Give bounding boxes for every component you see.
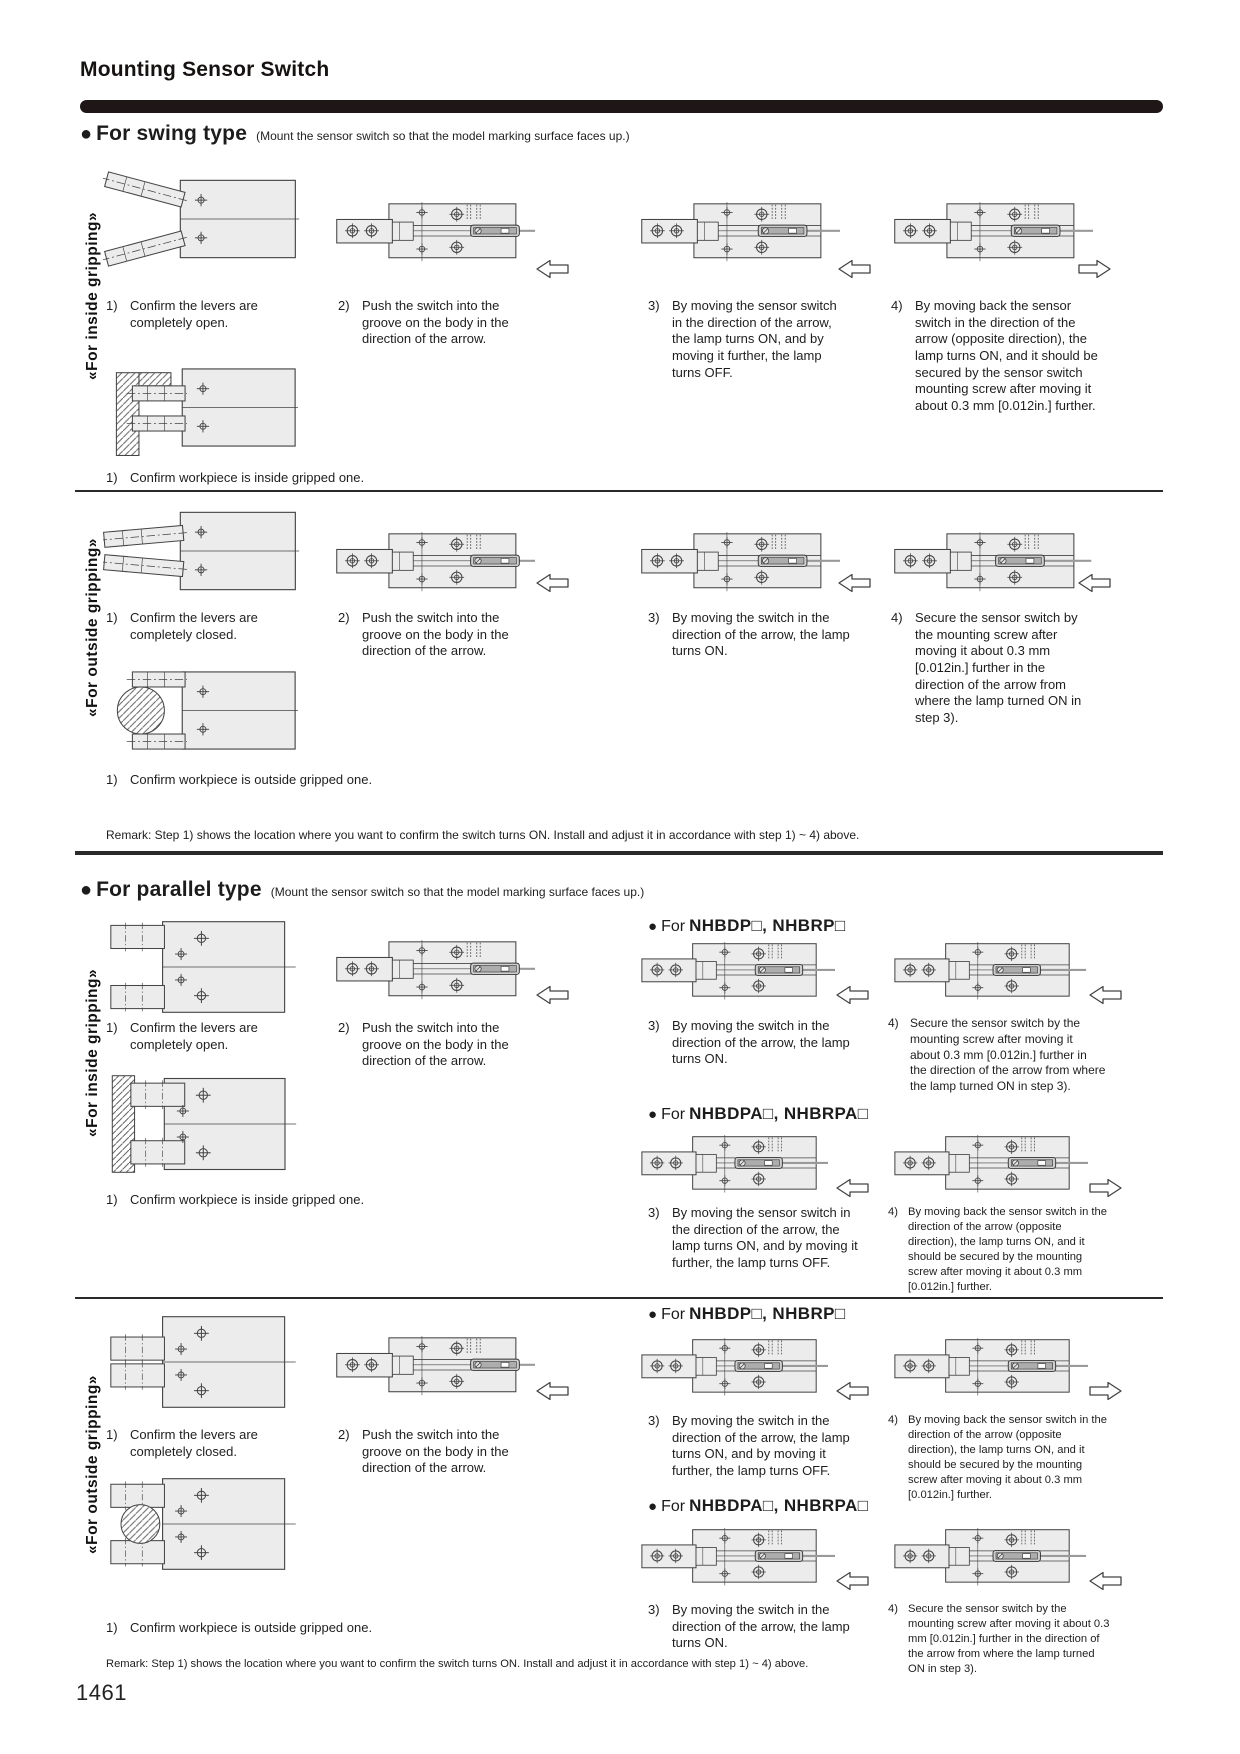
step-number: 1) [106, 298, 118, 313]
block-arrow-left-icon [1088, 1570, 1123, 1592]
block-arrow-left-icon [535, 984, 570, 1006]
section-divider [75, 490, 1163, 492]
side-label-parallel-outside-gripping: «For outside gripping» [84, 1375, 101, 1555]
bullet-icon: ● [648, 1105, 658, 1123]
gripper-side-view-switch-secured-diagram [893, 942, 1088, 1008]
step-text [888, 1413, 1110, 1503]
gripper-side-view-switch-mid-diagram [640, 1528, 835, 1594]
step-body: By moving the switch in the direction of the arrow, the lamp turns ON, and by moving it further, the lamp turns OFF. [672, 1413, 850, 1478]
step-body: By moving back the sensor switch in the direction of the arrow (opposite direction), the lamp turns ON, and it should be secured by the sensor switch mounting screw after moving it about 0.3 mm [0.012in.] further. [915, 298, 1098, 413]
step-body: Secure the sensor switch by the mounting screw after moving it about 0.3 mm [0.012in.] further in the direction of the arrow from where the lamp turned ON in step 3). [915, 610, 1082, 725]
step-body: Confirm workpiece is outside gripped one. [130, 772, 373, 787]
step-number: 2) [338, 1427, 350, 1442]
step-number: 2) [338, 298, 350, 313]
model-heading-nhbdpa [648, 1496, 868, 1516]
model-heading-for: For [661, 1498, 686, 1515]
remark-swing: Remark: Step 1) shows the location where you want to confirm the switch turns ON. Install and adjust it in accordance with step 1) ~ 4) above. [106, 828, 860, 842]
gripper-side-view-switch-deep-diagram [640, 1338, 835, 1404]
model-heading-models: NHBDPA□, NHBRPA□ [689, 1496, 869, 1515]
parallel-gripper-outside-gripped-workpiece-diagram [103, 1475, 298, 1573]
gripper-side-view-switch-mid-diagram [893, 1135, 1088, 1201]
step-body: Confirm the levers are completely open. [130, 1020, 258, 1052]
model-heading-models: NHBDPA□, NHBRPA□ [689, 1104, 869, 1123]
step-body: Push the switch into the groove on the body in the direction of the arrow. [362, 298, 509, 347]
block-arrow-left-icon [1077, 572, 1112, 594]
swing-gripper-outside-gripped-workpiece-diagram [103, 655, 301, 766]
block-arrow-left-icon [1088, 984, 1123, 1006]
step-number: 3) [648, 1602, 660, 1617]
block-arrow-right-icon [1077, 258, 1112, 280]
step-text [648, 1602, 863, 1652]
gripper-side-view-switch-inserted-diagram [335, 1336, 535, 1404]
step-body: Confirm workpiece is inside gripped one. [130, 1192, 365, 1207]
side-label-swing-inside-gripping: «For inside gripping» [84, 211, 101, 380]
step-number: 4) [888, 1016, 899, 1030]
section-note: (Mount the sensor switch so that the model marking surface faces up.) [256, 129, 630, 143]
step-number: 4) [891, 610, 903, 625]
section-divider-thick [75, 851, 1163, 855]
confirm-text [106, 1192, 506, 1209]
block-arrow-left-icon [835, 1570, 870, 1592]
step-body: Secure the sensor switch by the mounting screw after moving it about 0.3 mm [0.012in.] further in the direction of the arrow from where the lamp turned ON in step 3). [908, 1603, 1110, 1675]
remark-parallel: Remark: Step 1) shows the location where you want to confirm the switch turns ON. Install and adjust it in accordance with step 1) ~ 4) above. [106, 1658, 809, 1670]
step-body: Secure the sensor switch by the mounting screw after moving it about 0.3 mm [0.012in.] further in the direction of the arrow from where the lamp turned ON in step 3). [910, 1016, 1106, 1094]
bullet-icon: ● [648, 1497, 658, 1515]
confirm-text [106, 470, 506, 487]
step-body: By moving the sensor switch in the direction of the arrow, the lamp turns ON, and by moving it further, the lamp turns OFF. [672, 298, 837, 380]
parallel-gripper-inside-gripped-workpiece-diagram [103, 1072, 298, 1176]
step-text [891, 610, 1096, 726]
section-heading-swing [80, 122, 630, 146]
page-title: Mounting Sensor Switch [80, 58, 330, 81]
side-label-parallel-inside-gripping: «For inside gripping» [84, 968, 101, 1137]
step-text [891, 298, 1101, 414]
section-title: For parallel type [96, 878, 262, 901]
gripper-side-view-switch-secured-diagram [893, 202, 1093, 270]
section-heading-parallel [80, 878, 644, 902]
gripper-side-view-switch-mid-diagram [640, 202, 840, 270]
model-heading-for: For [661, 918, 686, 935]
step-text [888, 1016, 1106, 1095]
gripper-side-view-switch-secured-diagram [893, 532, 1093, 600]
step-body: By moving the switch in the direction of the arrow, the lamp turns ON. [672, 610, 850, 659]
gripper-side-view-switch-deep-diagram [640, 1135, 835, 1201]
block-arrow-left-icon [535, 1380, 570, 1402]
step-number: 3) [648, 298, 660, 313]
gripper-side-view-switch-inserted-diagram [335, 532, 535, 600]
step-body: Confirm workpiece is inside gripped one. [130, 470, 365, 485]
step-number: 1) [106, 1020, 118, 1035]
parallel-gripper-closed-diagram [103, 1313, 298, 1411]
step-number: 4) [888, 1206, 898, 1218]
step-text [338, 1427, 538, 1477]
step-number: 1) [106, 1192, 118, 1207]
step-number: 4) [888, 1414, 898, 1426]
block-arrow-left-icon [535, 258, 570, 280]
gripper-side-view-switch-mid-diagram [640, 942, 835, 1008]
step-text [106, 1427, 301, 1460]
model-heading-models: NHBDP□, NHBRP□ [689, 1304, 846, 1323]
block-arrow-left-icon [837, 572, 872, 594]
step-body: Confirm the levers are completely closed. [130, 1427, 258, 1459]
step-body: Confirm workpiece is outside gripped one. [130, 1620, 373, 1635]
step-body: By moving back the sensor switch in the direction of the arrow (opposite direction), the lamp turns ON, and it should be secured by the mounting screw after moving it about 0.3 mm [0.012in.] further. [908, 1414, 1107, 1501]
section-note: (Mount the sensor switch so that the model marking surface faces up.) [270, 885, 645, 899]
step-body: By moving the sensor switch in the direction of the arrow, the lamp turns ON, and by moving it further, the lamp turns OFF. [672, 1205, 858, 1270]
parallel-gripper-open-diagram [103, 918, 298, 1016]
step-text [888, 1205, 1110, 1295]
step-number: 1) [106, 772, 118, 787]
step-text [648, 1413, 863, 1480]
model-heading-nhbdpa [648, 1104, 868, 1124]
gripper-side-view-switch-deep-diagram [893, 1528, 1088, 1594]
step-number: 1) [106, 470, 118, 485]
step-body: Confirm the levers are completely closed. [130, 610, 258, 642]
step-number: 2) [338, 610, 350, 625]
bullet-icon: ● [80, 123, 93, 145]
step-text [648, 610, 858, 660]
block-arrow-right-icon [1088, 1380, 1123, 1402]
step-number: 1) [106, 610, 118, 625]
swing-gripper-closed-diagram [103, 498, 301, 604]
block-arrow-left-icon [835, 1177, 870, 1199]
step-body: By moving the switch in the direction of the arrow, the lamp turns ON. [672, 1018, 850, 1067]
step-number: 1) [106, 1427, 118, 1442]
step-body: Confirm the levers are completely open. [130, 298, 258, 330]
step-text [106, 1020, 301, 1053]
step-number: 3) [648, 1205, 660, 1220]
gripper-side-view-switch-inserted-diagram [335, 940, 535, 1008]
step-text [648, 1205, 868, 1272]
confirm-text [106, 772, 526, 789]
model-heading-for: For [661, 1106, 686, 1123]
step-text [888, 1602, 1110, 1677]
confirm-text [106, 1620, 526, 1637]
block-arrow-left-icon [835, 984, 870, 1006]
swing-gripper-inside-gripped-workpiece-diagram [103, 352, 301, 463]
bullet-icon: ● [648, 917, 658, 935]
step-text [648, 1018, 853, 1068]
step-number: 2) [338, 1020, 350, 1035]
swing-gripper-open-diagram [103, 166, 301, 272]
block-arrow-left-icon [835, 1380, 870, 1402]
step-body: Push the switch into the groove on the body in the direction of the arrow. [362, 610, 509, 659]
side-label-swing-outside-gripping: «For outside gripping» [84, 538, 101, 717]
step-text [106, 298, 301, 331]
step-text [106, 610, 301, 643]
title-divider-bar [80, 100, 1163, 113]
step-body: By moving back the sensor switch in the direction of the arrow (opposite direction), the lamp turns ON, and it should be secured by the mounting screw after moving it about 0.3 mm [0.012in.] further. [908, 1206, 1107, 1293]
step-text [648, 298, 848, 381]
step-text [338, 610, 538, 660]
step-number: 4) [891, 298, 903, 313]
step-number: 3) [648, 1018, 660, 1033]
step-body: Push the switch into the groove on the body in the direction of the arrow. [362, 1427, 509, 1476]
step-number: 4) [888, 1603, 898, 1615]
model-heading-for: For [661, 1306, 686, 1323]
gripper-side-view-switch-inserted-diagram [335, 202, 535, 270]
section-title: For swing type [96, 122, 248, 145]
page-number: 1461 [76, 1680, 127, 1705]
block-arrow-left-icon [535, 572, 570, 594]
step-number: 3) [648, 1413, 660, 1428]
step-body: Push the switch into the groove on the body in the direction of the arrow. [362, 1020, 509, 1069]
model-heading-models: NHBDP□, NHBRP□ [689, 916, 846, 935]
gripper-side-view-switch-mid-diagram [893, 1338, 1088, 1404]
model-heading-nhbdp [648, 916, 846, 936]
model-heading-nhbdp [648, 1304, 846, 1324]
block-arrow-left-icon [837, 258, 872, 280]
gripper-side-view-switch-mid-diagram [640, 532, 840, 600]
step-body: By moving the switch in the direction of the arrow, the lamp turns ON. [672, 1602, 850, 1651]
step-number: 3) [648, 610, 660, 625]
bullet-icon: ● [80, 879, 93, 901]
block-arrow-right-icon [1088, 1177, 1123, 1199]
step-text [338, 298, 538, 348]
section-divider [75, 1297, 1163, 1299]
step-text [338, 1020, 538, 1070]
step-number: 1) [106, 1620, 118, 1635]
bullet-icon: ● [648, 1305, 658, 1323]
